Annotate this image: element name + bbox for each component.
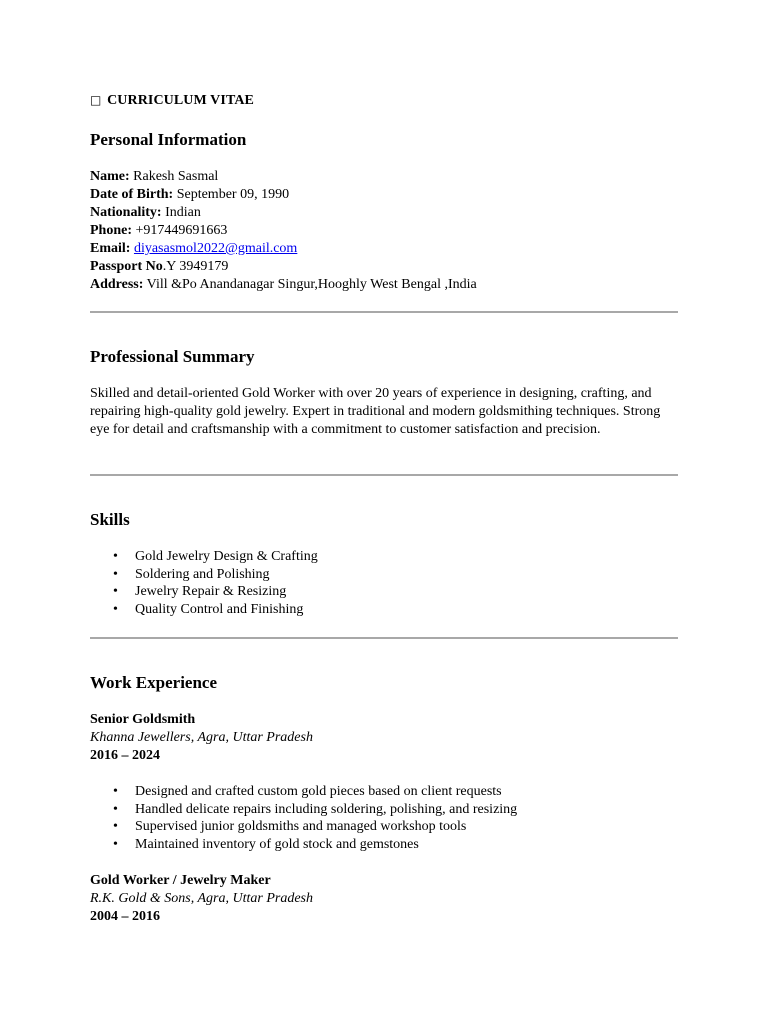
job-duty-item: • Maintained inventory of gold stock and gemstones (90, 836, 517, 854)
job-company: Khanna Jewellers, Agra, Uttar Pradesh (90, 730, 313, 745)
address-line (90, 276, 477, 294)
skills-list (90, 548, 318, 619)
missing-glyph-icon: □ (90, 93, 102, 107)
job-entry (90, 872, 313, 926)
name-label: Name: (90, 169, 130, 184)
passport-line (90, 258, 477, 276)
address-label: Address: (90, 277, 144, 292)
summary-heading: Professional Summary (90, 347, 255, 366)
job-dates: 2016 – 2024 (90, 748, 160, 763)
passport-value: .Y 3949179 (162, 259, 229, 274)
email-line (90, 240, 477, 258)
passport-label: Passport No (90, 259, 163, 274)
section-divider (90, 637, 678, 639)
personal-info-block (90, 168, 477, 294)
skill-item: • Gold Jewelry Design & Crafting (90, 548, 318, 566)
dob-line (90, 186, 477, 204)
nationality-value: Indian (161, 205, 201, 220)
summary-text: Skilled and detail-oriented Gold Worker with over 20 years of experience in designing, crafting, and repairing high-quality gold jewelry. Expert in traditional and modern goldsmithing techniques. Strong eye for detail and craftsmanship with a commitment to customer satisfaction and precision. (90, 386, 661, 437)
skill-item: • Soldering and Polishing (90, 566, 318, 584)
job-company: R.K. Gold & Sons, Agra, Uttar Pradesh (90, 891, 313, 906)
job-duty-item: • Designed and crafted custom gold pieces based on client requests (90, 783, 517, 801)
nationality-label: Nationality: (90, 205, 162, 220)
phone-label: Phone: (90, 223, 132, 238)
job-duty-item: • Supervised junior goldsmiths and managed workshop tools (90, 818, 517, 836)
job-duty-item: • Handled delicate repairs including soldering, polishing, and resizing (90, 801, 517, 819)
job-duties-list (90, 783, 517, 854)
job-entry (90, 711, 313, 765)
address-value: Vill &Po Anandanagar Singur,Hooghly West Bengal ,India (143, 277, 477, 292)
dob-value: September 09, 1990 (173, 187, 290, 202)
experience-heading: Work Experience (90, 673, 218, 692)
skill-item: • Quality Control and Finishing (90, 601, 318, 619)
skill-item: • Jewelry Repair & Resizing (90, 583, 318, 601)
document-title-text: CURRICULUM VITAE (107, 93, 254, 108)
email-label: Email: (90, 241, 131, 256)
skills-heading: Skills (90, 510, 130, 529)
job-title: Senior Goldsmith (90, 712, 196, 727)
phone-value: +917449691663 (132, 223, 228, 238)
document-title (90, 93, 254, 109)
phone-line (90, 222, 477, 240)
name-line (90, 168, 477, 186)
personal-info-heading: Personal Information (90, 130, 247, 149)
section-divider (90, 474, 678, 476)
dob-label: Date of Birth: (90, 187, 174, 202)
section-divider (90, 311, 678, 313)
job-title: Gold Worker / Jewelry Maker (90, 873, 271, 888)
job-dates: 2004 – 2016 (90, 909, 160, 924)
email-link[interactable]: diyasasmol2022@gmail.com (133, 241, 298, 256)
name-value: Rakesh Sasmal (129, 169, 219, 184)
nationality-line (90, 204, 477, 222)
